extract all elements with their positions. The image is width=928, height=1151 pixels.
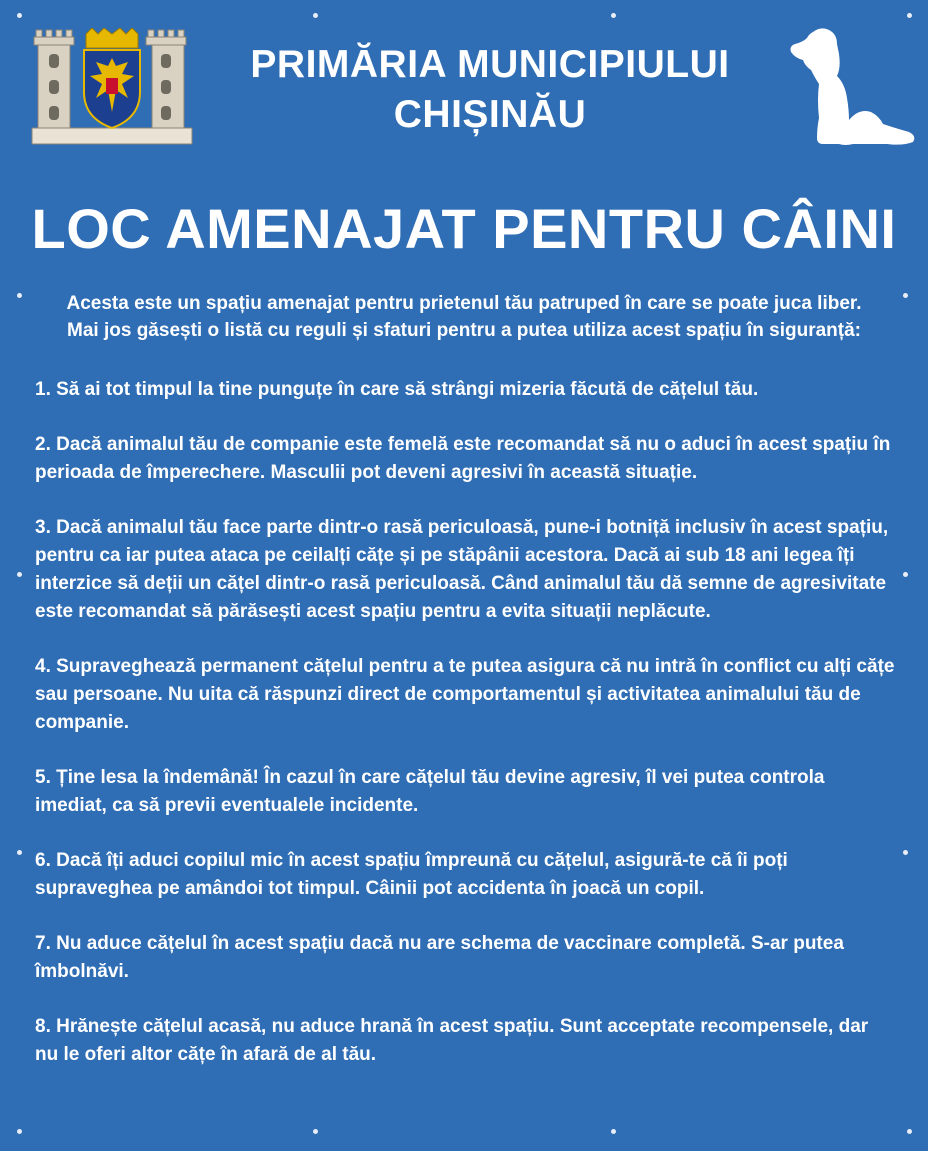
institution-header [200,40,780,140]
mounting-bolt [17,13,22,18]
mounting-bolt [17,1129,22,1134]
mounting-bolt [903,850,908,855]
mounting-bolt [17,850,22,855]
coat-of-arms-logo [30,28,194,148]
mounting-bolt [313,13,318,18]
rule-item: 2. Dacă animalul tău de companie este femelă este recomandat să nu o aduci în acest spațiu în perioada de împerechere. Masculii pot deveni agresivi în această situație. [35,434,891,483]
rule-item: 8. Hrănește cățelul acasă, nu aduce hrană în acest spațiu. Sunt acceptate recompensele, dar nu le oferi altor cățe în afară de al tău. [35,1016,869,1065]
mounting-bolt [903,293,908,298]
rule-item: 4. Supraveghează permanent cățelul pentru a te putea asigura că nu intră în conflict cu alți cățe sau persoane. Nu uita că răspunzi direct de comportamentul și activitatea animalului tău de companie. [35,656,895,733]
mounting-bolt [611,1129,616,1134]
rule-item: 3. Dacă animalul tău face parte dintr-o rasă periculoasă, pune-i botniță inclusiv în acest spațiu, pentru ca iar putea ataca pe ceilalți cățe și pe stăpânii acestora. Dacă ai sub 18 ani legea îți interzice să deții un cățel dintr-o rasă periculoasă. Când animalul tău dă semne de agresivitate este recomandat să părăsești acest spațiu pentru a evita situații neplăcute. [35,517,889,622]
mounting-bolt [17,293,22,298]
rules-list [35,376,895,1096]
sign-title: LOC AMENAJAT PENTRU CÂINI [31,197,897,260]
dog-silhouette-icon [783,24,918,150]
intro-line-1: Acesta este un spațiu amenajat pentru prietenul tău patruped în care se poate juca liber. [66,293,862,314]
mounting-bolt [907,1129,912,1134]
mounting-bolt [611,13,616,18]
rule-item: 6. Dacă îți aduci copilul mic în acest spațiu împreună cu cățelul, asigură-te că îi poți supraveghea pe amândoi tot timpul. Câinii pot accidenta în joacă un copil. [35,850,788,899]
mounting-bolt [17,572,22,577]
header-line-2: CHIȘINĂU [393,93,587,136]
rule-item: 7. Nu aduce cățelul în acest spațiu dacă nu are schema de vaccinare completă. S-ar putea îmbolnăvi. [35,933,844,982]
mounting-bolt [907,13,912,18]
intro-line-2: Mai jos găsești o listă cu reguli și sfaturi pentru a putea utiliza acest spațiu în siguranță: [67,320,861,341]
intro-text [30,290,898,344]
header-line-1: PRIMĂRIA MUNICIPIULUI [250,43,730,86]
rule-item: 5. Ține lesa la îndemână! În cazul în care cățelul tău devine agresiv, îl vei putea controla imediat, ca să previi eventualele incidente. [35,767,825,816]
rule-item: 1. Să ai tot timpul la tine punguțe în care să strângi mizeria făcută de cățelul tău. [35,379,759,400]
mounting-bolt [313,1129,318,1134]
mounting-bolt [903,572,908,577]
